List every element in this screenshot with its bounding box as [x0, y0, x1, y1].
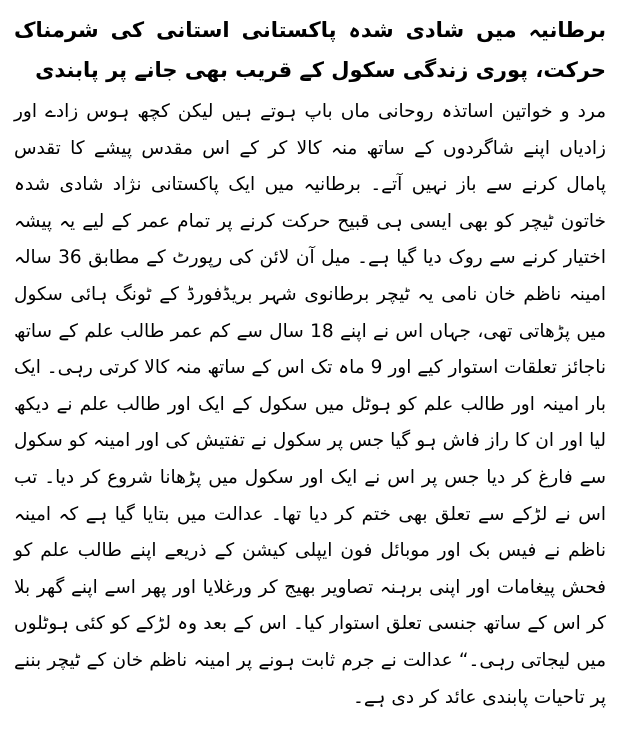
article-title: برطانیہ میں شادی شدہ پاکستانی استانی کی شرمناک حرکت، پوری زندگی سکول کے قریب بھی جانے پر پابندی	[14, 18, 606, 82]
news-article	[14, 10, 606, 716]
article-body: مرد و خواتین اساتذہ روحانی ماں باپ ہوتے ہیں لیکن کچھ ہوس زادے اور زادیاں اپنے شاگردوں کے ساتھ منہ کالا کر کے اس مقدس پیشے کا تقدس پامال کرنے سے باز نہیں آتے۔ برطانیہ میں ایک پاکستانی نژاد شادی شدہ خاتون ٹیچر کو بھی ایسی ہی قبیح حرکت کرنے پر تمام عمر کے لیے یہ پیشہ اختیار کرنے سے روک دیا گیا ہے۔ میل آن لائن کی رپورٹ کے مطابق 36 سالہ امینہ ناظم خان نامی یہ ٹیچر برطانوی شہر بریڈفورڈ کے ٹونگ ہائی سکول میں پڑھاتی تھی، جہاں اس نے اپنے 18 سال سے کم عمر طالب علم کے ساتھ ناجائز تعلقات استوار کیے اور 9 ماہ تک اس کے ساتھ منہ کالا کرتی رہی۔ ایک بار امینہ اور طالب علم کو ہوٹل میں سکول کے ایک اور طالب علم نے دیکھ لیا اور ان کا راز فاش ہو گیا جس پر سکول نے تفتیش کی اور امینہ کو سکول سے فارغ کر دیا جس پر اس نے ایک اور سکول میں پڑھانا شروع کر دیا۔ تب اس نے لڑکے سے تعلق بھی ختم کر دیا تھا۔ عدالت میں بتایا گیا ہے کہ امینہ ناظم نے فیس بک اور موبائل فون ایپلی کیشن کے ذریعے اپنے طالب علم کو فحش پیغامات اور اپنی برہنہ تصاویر بھیج کر ورغلایا اور پھر اسے اپنے گھر بلا کر اس کے ساتھ جنسی تعلق استوار کیا۔ اس کے بعد وہ لڑکے کو کئی ہوٹلوں میں لیجاتی رہی۔“ عدالت نے جرم ثابت ہونے پر امینہ ناظم خان کے ٹیچر بننے پر تاحیات پابندی عائد کر دی ہے۔	[14, 101, 607, 708]
